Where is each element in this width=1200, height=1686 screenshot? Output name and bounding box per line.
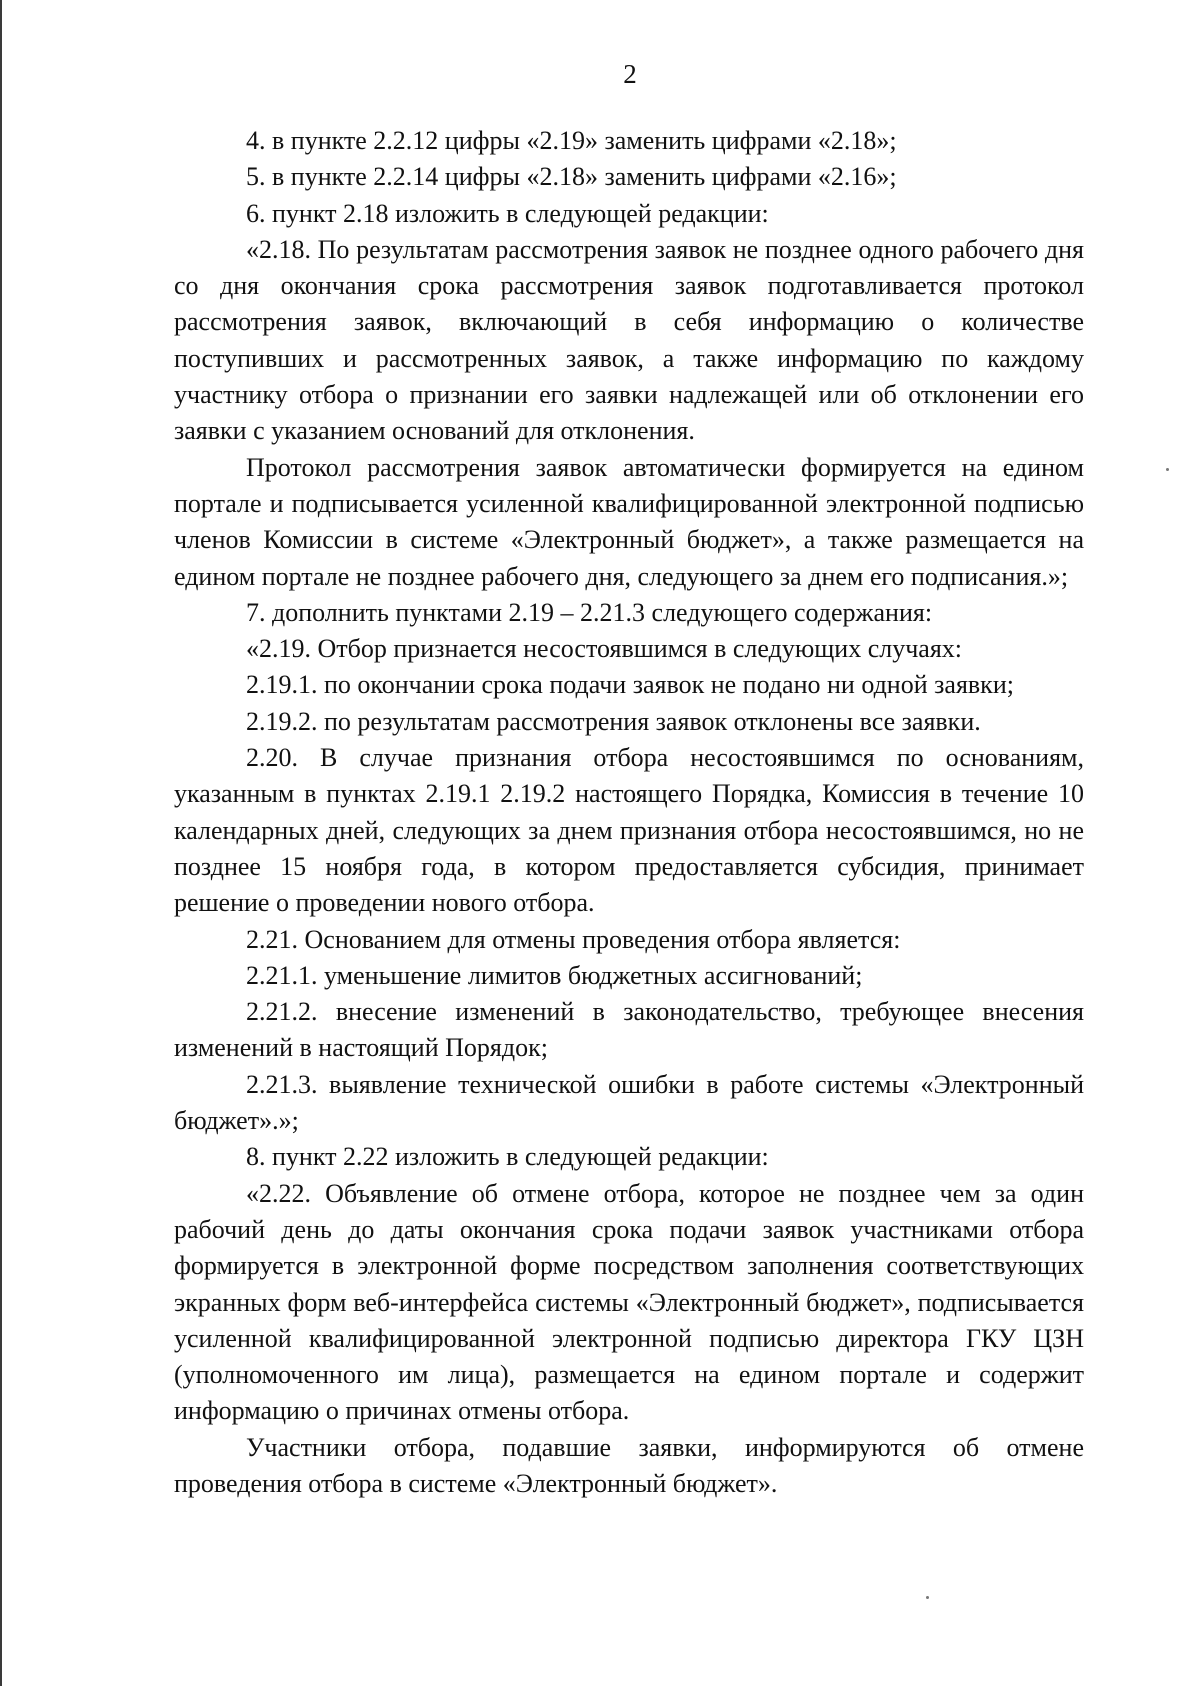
paragraph-item-4: 4. в пункте 2.2.12 цифры «2.19» заменить цифрами «2.18»; xyxy=(246,126,897,155)
scan-speck xyxy=(1166,468,1169,471)
paragraph-2-21-3: 2.21.3. выявление технической ошибки в работе системы «Электронный бюджет».»; xyxy=(174,1069,1084,1136)
paragraph-2-19-1: 2.19.1. по окончании срока подачи заявок не подано ни одной заявки; xyxy=(246,670,1014,700)
paragraph-2-22: «2.22. Объявление об отмене отбора, которое не позднее чем за один рабочий день до даты окончания срока подачи заявок участниками отбора формируется в электронной форме посредством заполнения соответствующих экранных форм веб-интерфейса системы «Электронный бюджет», подписывается усиленной квалифицированной электронной подписью директора ГКУ ЦЗН (уполномоченного им лица), размещается на едином портале и содержит информацию о причинах отмены отбора. xyxy=(174,1178,1084,1426)
paragraph-2-21-1: 2.21.1. уменьшение лимитов бюджетных ассигнований; xyxy=(246,960,863,990)
paragraph-2-19: «2.19. Отбор признается несостоявшимся в следующих случаях: xyxy=(246,634,963,664)
paragraph-item-6: 6. пункт 2.18 изложить в следующей редакции: xyxy=(246,198,769,228)
paragraph-2-19-2: 2.19.2. по результатам рассмотрения заявок отклонены все заявки. xyxy=(246,706,981,736)
paragraph-item-5: 5. в пункте 2.2.14 цифры «2.18» заменить цифрами «2.16»; xyxy=(246,162,897,192)
page-number: 2 xyxy=(623,59,637,89)
paragraph-2-21-2: 2.21.2. внесение изменений в законодательство, требующее внесения изменений в настоящий Порядок; xyxy=(174,997,1084,1063)
paragraph-2-21: 2.21. Основанием для отмены проведения отбора является: xyxy=(246,924,901,954)
paragraph-2-18: «2.18. По результатам рассмотрения заявок не позднее одного рабочего дня со дня окончания срока рассмотрения заявок подготавливается протокол рассмотрения заявок, включающий в себя информацию о количестве поступивших и рассмотренных заявок, а также информацию по каждому участнику отбора о признании его заявки надлежащей или об отклонении его заявки с указанием оснований для отклонения. xyxy=(174,234,1084,446)
scan-left-edge xyxy=(0,0,2,1686)
paragraph-protocol: Протокол рассмотрения заявок автоматически формируется на едином портале и подписывается усиленной квалифицированной электронной подписью членов Комиссии в системе «Электронный бюджет», а также размещается на едином портале не позднее рабочего дня, следующего за днем его подписания.»; xyxy=(174,452,1084,591)
paragraph-item-8: 8. пункт 2.22 изложить в следующей редакции: xyxy=(246,1142,769,1172)
paragraph-participants: Участники отбора, подавшие заявки, информируются об отмене проведения отбора в системе «Электронный бюджет». xyxy=(174,1432,1084,1498)
paragraph-2-20: 2.20. В случае признания отбора несостоявшимся по основаниям, указанным в пунктах 2.19.1 2.19.2 настоящего Порядка, Комиссия в течение 10 календарных дней, следующих за днем признания отбора несостоявшимся, но не позднее 15 ноября года, в котором предоставляется субсидия, принимает решение о проведении нового отбора. xyxy=(174,743,1084,918)
document-body xyxy=(174,123,1084,1502)
paragraph-item-7: 7. дополнить пунктами 2.19 – 2.21.3 следующего содержания: xyxy=(246,597,933,627)
scan-speck xyxy=(926,1596,929,1599)
